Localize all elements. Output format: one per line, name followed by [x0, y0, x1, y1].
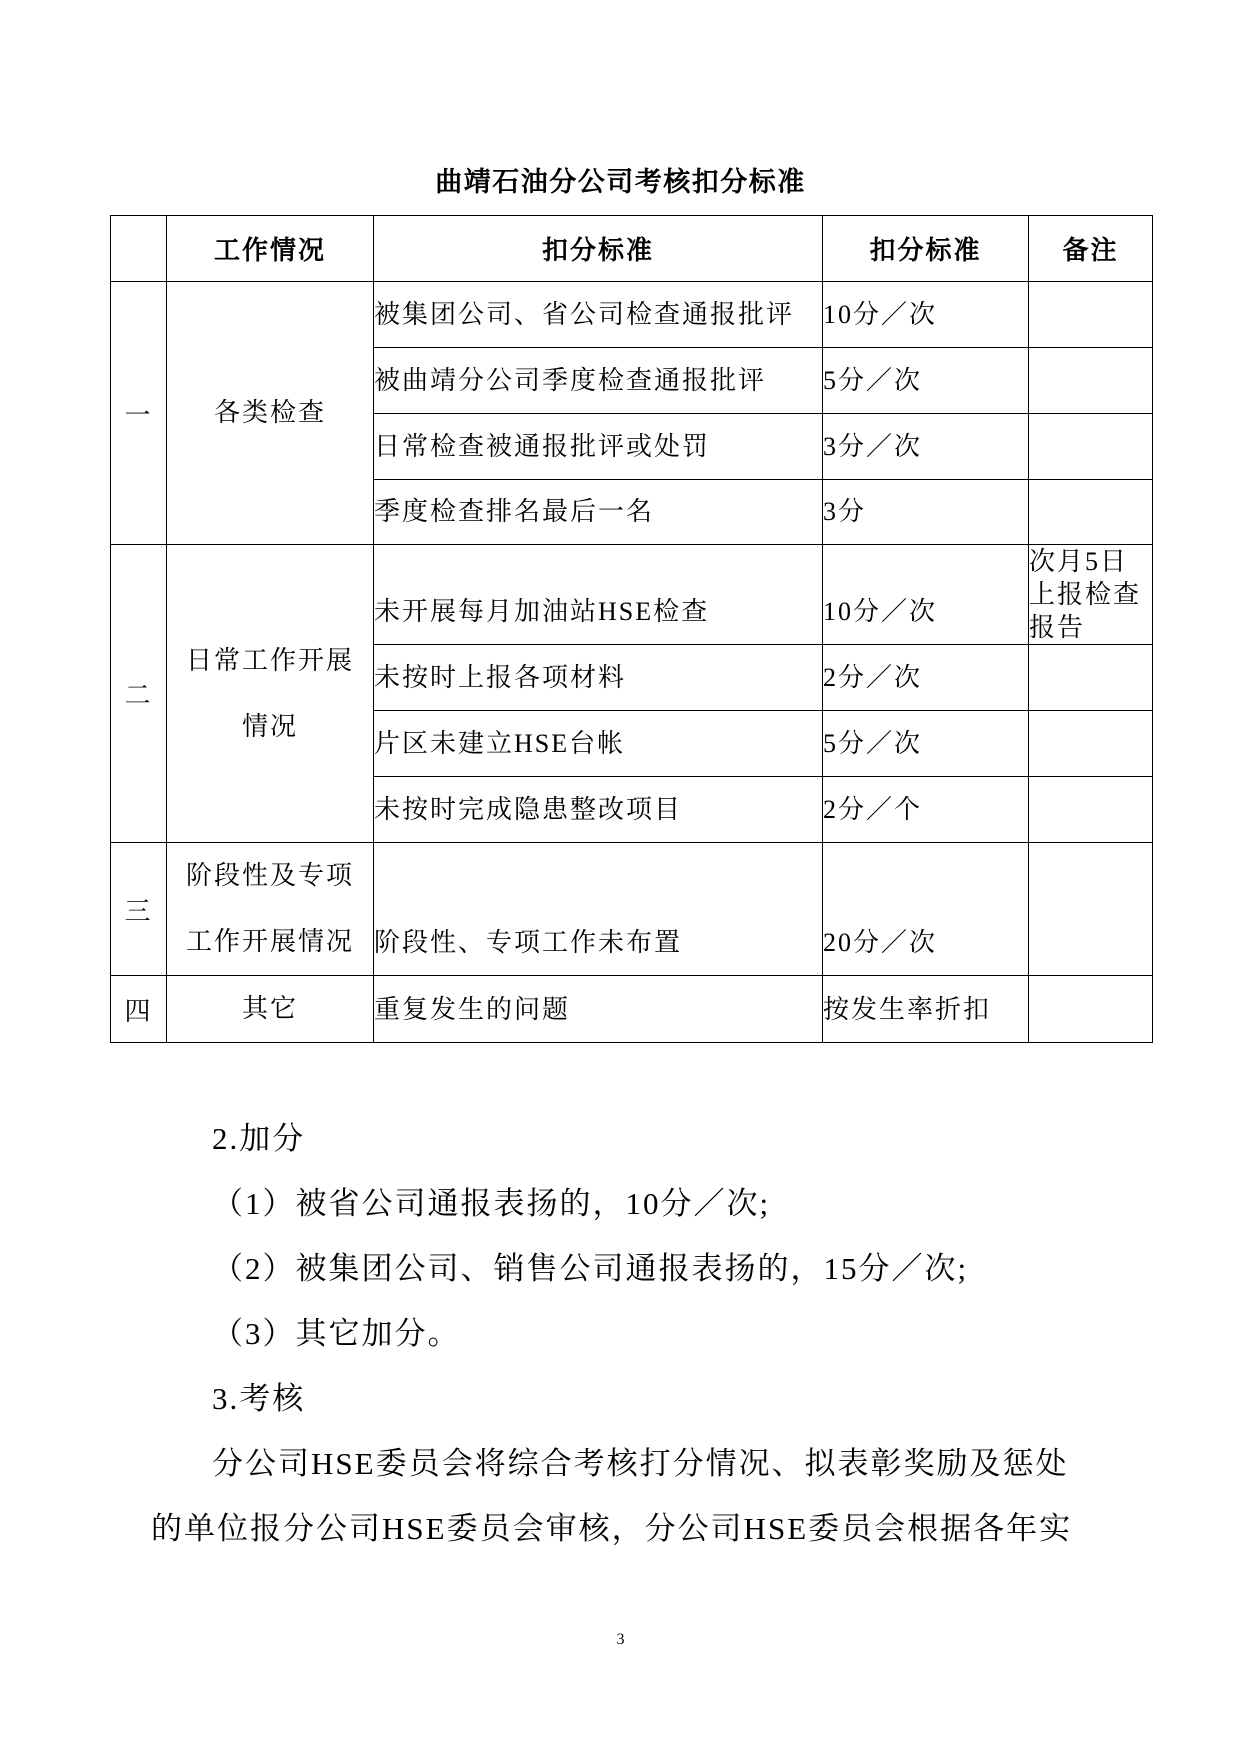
criterion-cell: 重复发生的问题 [374, 976, 823, 1043]
category-label: 情况 [241, 711, 298, 741]
assessment-heading: 3.考核 [212, 1381, 306, 1416]
bonus-heading: 2.加分 [212, 1121, 306, 1156]
page-number: 3 [616, 1631, 625, 1648]
category-label: 阶段性及专项 [185, 861, 354, 890]
header-criterion: 扣分标准 [374, 216, 823, 282]
table-row [111, 282, 1153, 348]
criterion-cell: 被集团公司、省公司检查通报批评 [374, 282, 823, 348]
assessment-paragraph-line: 的单位报分公司HSE委员会审核，分公司HSE委员会根据各年实 [151, 1511, 1073, 1546]
deduction-cell: 10分／次 [823, 282, 1029, 348]
header-remark: 备注 [1029, 216, 1153, 282]
remark-cell [1029, 414, 1153, 480]
deduction-cell: 按发生率折扣 [823, 976, 1029, 1043]
row-number: 四 [111, 976, 167, 1043]
remark-cell [1029, 976, 1153, 1043]
category-cell [167, 976, 374, 1043]
remark-cell [1029, 711, 1153, 777]
category-cell [167, 282, 374, 545]
table-row [111, 545, 1153, 645]
category-cell [167, 545, 374, 843]
table-row [111, 976, 1153, 1043]
deduction-cell: 20分／次 [823, 843, 1029, 976]
criterion-cell: 未按时完成隐患整改项目 [374, 777, 823, 843]
bonus-item: （2）被集团公司、销售公司通报表扬的，15分／次; [212, 1251, 969, 1286]
remark-text: 上报检查 [1029, 580, 1142, 609]
deduction-cell: 5分／次 [823, 348, 1029, 414]
deduction-cell: 2分／个 [823, 777, 1029, 843]
category-cell [167, 843, 374, 976]
category-label: 工作开展情况 [185, 927, 354, 956]
body-text [151, 1106, 1151, 1561]
table-header-row [111, 216, 1153, 282]
table-title: 曲靖石油分公司考核扣分标准 [435, 167, 806, 197]
remark-cell [1029, 348, 1153, 414]
assessment-paragraph-line: 分公司HSE委员会将综合考核打分情况、拟表彰奖励及惩处 [212, 1446, 1069, 1481]
remark-cell [1029, 777, 1153, 843]
deduction-cell: 3分／次 [823, 414, 1029, 480]
header-deduction: 扣分标准 [823, 216, 1029, 282]
category-label: 各类检查 [213, 398, 326, 427]
remark-text: 报告 [1029, 613, 1086, 642]
bonus-item: （3）其它加分。 [212, 1316, 461, 1351]
deduction-cell: 3分 [823, 480, 1029, 545]
criterion-cell: 片区未建立HSE台帐 [374, 711, 823, 777]
criterion-cell: 未开展每月加油站HSE检查 [374, 545, 823, 645]
row-number: 一 [111, 282, 167, 545]
table-row [111, 843, 1153, 976]
deduction-cell: 5分／次 [823, 711, 1029, 777]
criterion-cell: 未按时上报各项材料 [374, 645, 823, 711]
category-label: 其它 [241, 994, 298, 1023]
criterion-cell: 被曲靖分公司季度检查通报批评 [374, 348, 823, 414]
bonus-item: （1）被省公司通报表扬的，10分／次; [212, 1186, 771, 1221]
remark-cell [1029, 843, 1153, 976]
criterion-cell: 阶段性、专项工作未布置 [374, 843, 823, 976]
row-number: 二 [111, 545, 167, 843]
remark-cell [1029, 282, 1153, 348]
deduction-cell: 10分／次 [823, 545, 1029, 645]
criterion-cell: 日常检查被通报批评或处罚 [374, 414, 823, 480]
deduction-cell: 2分／次 [823, 645, 1029, 711]
deduction-standard-table [110, 215, 1153, 1043]
remark-cell [1029, 480, 1153, 545]
remark-text: 次月5日 [1029, 547, 1129, 576]
remark-cell [1029, 645, 1153, 711]
category-label: 日常工作开展 [185, 645, 354, 675]
criterion-cell: 季度检查排名最后一名 [374, 480, 823, 545]
row-number: 三 [111, 843, 167, 976]
remark-cell [1029, 545, 1153, 645]
header-situation: 工作情况 [167, 216, 374, 282]
header-number-cell [111, 216, 167, 282]
